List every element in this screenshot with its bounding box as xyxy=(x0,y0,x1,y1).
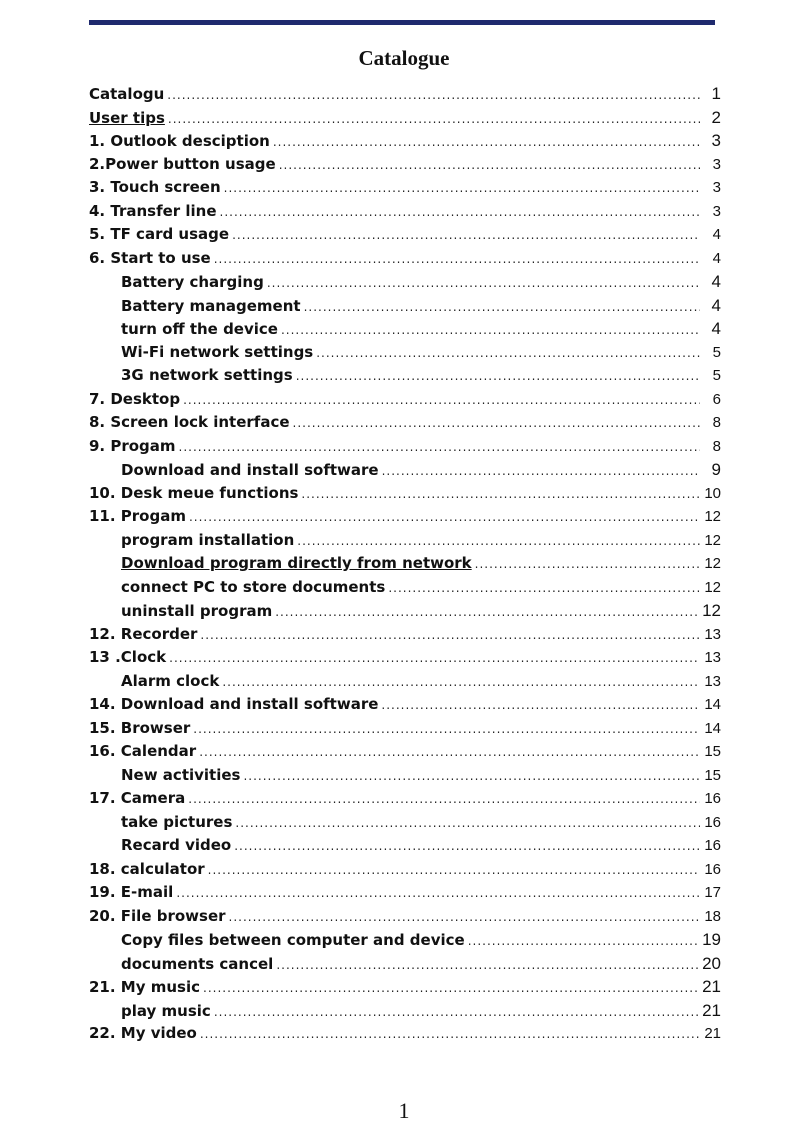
dot-leader xyxy=(168,108,700,130)
toc-entry-label: 15. Browser xyxy=(89,718,191,737)
dot-leader xyxy=(296,365,700,388)
toc-entry-label: Battery charging xyxy=(121,273,264,291)
toc-entry-page: 4 xyxy=(712,226,721,243)
toc-entry[interactable] xyxy=(89,670,721,694)
toc-entry-label: program installation xyxy=(121,530,295,549)
dot-leader xyxy=(468,930,699,952)
page-title: Catalogue xyxy=(358,46,450,70)
toc-entry[interactable] xyxy=(89,999,721,1023)
toc-entry-page: 10 xyxy=(704,484,721,502)
dot-leader xyxy=(214,1001,699,1023)
toc-entry-page: 16 xyxy=(704,790,721,807)
toc-entry-label: Catalogu xyxy=(89,85,165,103)
toc-entry[interactable] xyxy=(89,858,721,882)
dot-leader xyxy=(235,812,700,835)
toc-entry-label: 10. Desk meue functions xyxy=(89,483,299,502)
dot-leader xyxy=(200,624,700,647)
dot-leader xyxy=(208,859,700,882)
toc-entry-page: 12 xyxy=(704,508,721,525)
dot-leader xyxy=(214,248,700,271)
toc-entry-page: 3 xyxy=(711,131,721,150)
toc-entry-label: take pictures xyxy=(121,812,233,831)
toc-entry-label: turn off the device xyxy=(121,320,278,338)
toc-entry[interactable] xyxy=(89,975,721,999)
dot-leader xyxy=(382,460,700,482)
toc-entry-label: Download program directly from network xyxy=(121,554,472,572)
toc-entry-label: 22. My video xyxy=(89,1024,197,1042)
toc-entry[interactable] xyxy=(89,576,721,600)
toc-entry[interactable] xyxy=(89,106,721,130)
toc-entry[interactable] xyxy=(89,294,721,318)
toc-entry-page: 5 xyxy=(712,343,721,361)
toc-entry[interactable] xyxy=(89,129,721,153)
toc-entry-label: play music xyxy=(121,1001,211,1020)
toc-entry[interactable] xyxy=(89,200,721,224)
toc-entry[interactable] xyxy=(89,82,721,106)
toc-entry[interactable] xyxy=(89,247,721,271)
toc-entry-page: 13 xyxy=(704,625,721,643)
toc-entry-label: Wi-Fi network settings xyxy=(121,342,314,361)
table-of-contents xyxy=(89,82,721,1046)
toc-entry[interactable] xyxy=(89,646,721,670)
toc-entry-label: 4. Transfer line xyxy=(89,201,217,220)
dot-leader xyxy=(297,530,700,553)
toc-entry[interactable] xyxy=(89,411,721,435)
toc-entry-page: 13 xyxy=(704,649,721,666)
toc-entry-label: 7. Desktop xyxy=(89,389,181,408)
dot-leader xyxy=(275,601,699,623)
toc-entry-label: 16. Calendar xyxy=(89,742,197,760)
toc-entry-label: 2.Power button usage xyxy=(89,154,276,173)
toc-entry-page: 14 xyxy=(704,696,721,713)
dot-leader xyxy=(279,154,700,177)
toc-entry[interactable] xyxy=(89,435,721,459)
toc-entry-page: 3 xyxy=(712,202,721,220)
toc-entry[interactable] xyxy=(89,1022,721,1046)
toc-entry-page: 15 xyxy=(704,743,721,760)
toc-entry-page: 4 xyxy=(711,272,721,291)
toc-entry[interactable] xyxy=(89,458,721,482)
dot-leader xyxy=(220,201,700,224)
toc-entry[interactable] xyxy=(89,787,721,811)
toc-entry-page: 3 xyxy=(712,155,721,173)
toc-entry-page: 2 xyxy=(711,107,721,127)
toc-entry[interactable] xyxy=(89,811,721,835)
toc-entry[interactable] xyxy=(89,317,721,341)
toc-entry-label: 1. Outlook desciption xyxy=(89,132,270,150)
toc-entry-page: 19 xyxy=(702,930,721,949)
toc-entry-label: 18. calculator xyxy=(89,859,205,878)
toc-entry-label: uninstall program xyxy=(121,602,273,620)
toc-entry[interactable] xyxy=(89,153,721,177)
toc-entry[interactable] xyxy=(89,693,721,717)
toc-entry[interactable] xyxy=(89,740,721,764)
toc-entry[interactable] xyxy=(89,223,721,247)
toc-entry-page: 16 xyxy=(704,860,721,878)
toc-entry-page: 21 xyxy=(702,1000,721,1020)
toc-entry-page: 16 xyxy=(704,813,721,831)
dot-leader xyxy=(183,389,700,412)
toc-entry-page: 3 xyxy=(712,179,721,196)
dot-leader xyxy=(193,718,700,741)
dot-leader xyxy=(179,436,700,459)
toc-entry-label: 19. E-mail xyxy=(89,883,174,901)
toc-entry[interactable] xyxy=(89,623,721,647)
dot-leader xyxy=(316,342,700,365)
toc-entry-label: Copy files between computer and device xyxy=(121,931,465,949)
toc-entry-label: New activities xyxy=(121,765,241,784)
toc-entry[interactable] xyxy=(89,928,721,952)
dot-leader xyxy=(229,906,700,929)
toc-entry-page: 18 xyxy=(704,907,721,925)
dot-leader xyxy=(232,224,700,247)
toc-entry[interactable] xyxy=(89,881,721,905)
toc-entry[interactable] xyxy=(89,552,721,576)
toc-entry-page: 4 xyxy=(711,295,721,315)
toc-entry[interactable] xyxy=(89,341,721,365)
toc-entry-label: User tips xyxy=(89,108,165,127)
toc-entry-page: 17 xyxy=(704,884,721,901)
dot-leader xyxy=(243,765,700,788)
toc-entry-page: 5 xyxy=(712,367,721,384)
dot-leader xyxy=(167,84,700,106)
toc-entry-page: 6 xyxy=(712,390,721,408)
toc-entry-label: Battery management xyxy=(121,296,301,315)
dot-leader xyxy=(203,977,699,999)
dot-leader xyxy=(301,483,700,506)
dot-leader xyxy=(200,1023,700,1046)
dot-leader xyxy=(189,506,700,529)
dot-leader xyxy=(273,131,700,153)
toc-entry-page: 4 xyxy=(711,319,721,338)
toc-entry[interactable] xyxy=(89,176,721,200)
toc-entry-label: 21. My music xyxy=(89,978,200,996)
toc-entry-label: connect PC to store documents xyxy=(121,577,386,596)
toc-entry-label: 14. Download and install software xyxy=(89,695,379,713)
dot-leader xyxy=(224,177,700,200)
dot-leader xyxy=(475,553,700,576)
dot-leader xyxy=(304,296,700,318)
toc-entry-page: 8 xyxy=(712,414,721,431)
dot-leader xyxy=(188,788,700,811)
toc-entry[interactable] xyxy=(89,364,721,388)
toc-entry-page: 1 xyxy=(711,84,721,103)
toc-entry-label: Recard video xyxy=(121,836,232,854)
toc-entry[interactable] xyxy=(89,270,721,294)
toc-entry-label: 6. Start to use xyxy=(89,248,211,267)
toc-entry[interactable] xyxy=(89,905,721,929)
dot-leader xyxy=(388,577,700,600)
dot-leader xyxy=(176,882,700,905)
toc-entry-label: 11. Progam xyxy=(89,507,186,525)
toc-entry-label: 5. TF card usage xyxy=(89,225,230,243)
toc-entry-label: 3. Touch screen xyxy=(89,178,221,196)
toc-entry-page: 21 xyxy=(704,1025,721,1042)
toc-entry-label: 3G network settings xyxy=(121,366,293,384)
dot-leader xyxy=(267,272,700,294)
page-number: 1 xyxy=(398,1098,410,1123)
dot-leader xyxy=(199,741,700,764)
dot-leader xyxy=(276,954,699,976)
dot-leader xyxy=(293,412,700,435)
toc-entry[interactable] xyxy=(89,717,721,741)
toc-entry-label: 9. Progam xyxy=(89,436,176,455)
toc-entry[interactable] xyxy=(89,388,721,412)
toc-entry-page: 13 xyxy=(704,672,721,690)
toc-entry-label: documents cancel xyxy=(121,954,274,973)
toc-entry-page: 20 xyxy=(702,953,721,973)
toc-entry-page: 9 xyxy=(711,460,721,479)
toc-entry[interactable] xyxy=(89,764,721,788)
toc-entry-page: 21 xyxy=(702,977,721,996)
toc-entry[interactable] xyxy=(89,834,721,858)
toc-entry-page: 12 xyxy=(702,601,721,620)
toc-entry[interactable] xyxy=(89,505,721,529)
toc-entry-page: 12 xyxy=(704,531,721,549)
toc-entry-label: Download and install software xyxy=(121,461,379,479)
toc-entry[interactable] xyxy=(89,599,721,623)
toc-entry[interactable] xyxy=(89,482,721,506)
toc-entry-page: 4 xyxy=(712,249,721,267)
dot-leader xyxy=(169,647,700,670)
dot-leader xyxy=(381,694,700,717)
toc-entry[interactable] xyxy=(89,952,721,976)
toc-entry-page: 15 xyxy=(704,766,721,784)
toc-entry-label: 8. Screen lock interface xyxy=(89,413,290,431)
toc-entry-label: 20. File browser xyxy=(89,906,226,925)
toc-entry-label: 17. Camera xyxy=(89,789,186,807)
toc-entry-label: 13 .Clock xyxy=(89,648,167,666)
toc-entry-page: 12 xyxy=(704,578,721,596)
toc-entry-page: 8 xyxy=(712,437,721,455)
dot-leader xyxy=(234,835,700,858)
toc-entry-page: 14 xyxy=(704,719,721,737)
toc-entry-label: 12. Recorder xyxy=(89,624,198,643)
dot-leader xyxy=(281,319,700,341)
toc-entry-page: 16 xyxy=(704,837,721,854)
toc-entry-page: 12 xyxy=(704,555,721,572)
header-rule xyxy=(89,20,715,25)
toc-entry-label: Alarm clock xyxy=(121,671,220,690)
toc-entry[interactable] xyxy=(89,529,721,553)
dot-leader xyxy=(222,671,700,694)
